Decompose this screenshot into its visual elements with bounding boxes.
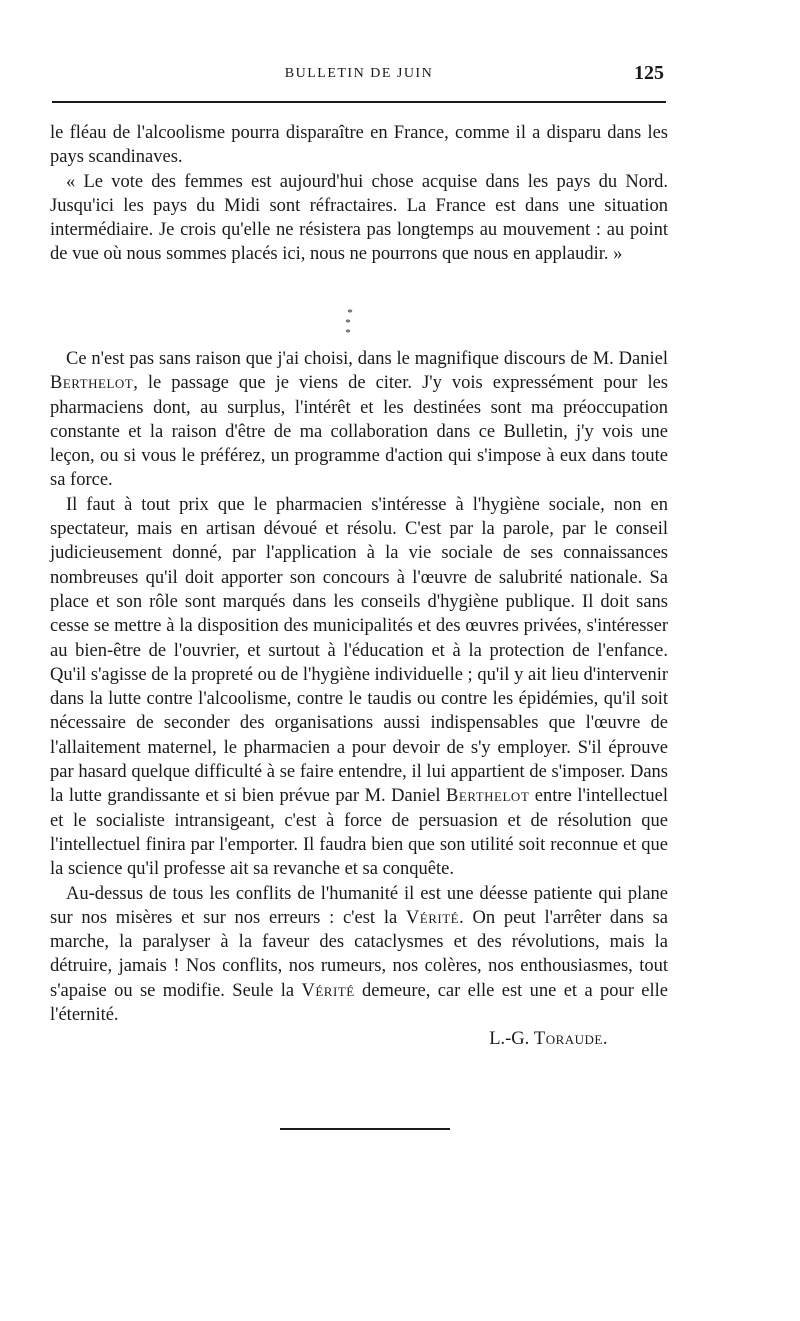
quote-paragraph: « Le vote des femmes est aujourd'hui chose acquise dans les pays du Nord. Jusqu'ici les pays du Midi sont réfractaires. La France est dans une situation intermédiaire. Je crois qu'elle ne résistera pas longtemps au mouvement : au point de vue où nous sommes placés ici, nous ne pourrons que nous en applaudir. » bbox=[50, 171, 668, 265]
article-body bbox=[50, 347, 668, 1052]
verite-smallcaps: Vérité bbox=[301, 980, 355, 1001]
body-paragraph bbox=[50, 882, 668, 1028]
text-run: demeure, car elle est une et a pour elle l'éternité. bbox=[50, 980, 668, 1026]
separator-stars-bottom: * * bbox=[345, 317, 355, 339]
quote-paragraph: le fléau de l'alcoolisme pourra disparaître en France, comme il a disparu dans les pays scandinaves. bbox=[50, 123, 668, 168]
text-run: Ce n'est pas sans raison que j'ai choisi, dans le magnifique discours de M. Daniel bbox=[66, 349, 668, 369]
verite-smallcaps: Vérité bbox=[405, 907, 460, 928]
closing-rule bbox=[280, 1128, 450, 1130]
signature bbox=[50, 1027, 668, 1051]
running-title: BULLETIN DE JUIN bbox=[284, 66, 434, 81]
page-number: 125 bbox=[634, 62, 664, 84]
signature-initials: L.-G. bbox=[489, 1029, 534, 1050]
header-rule bbox=[52, 101, 666, 103]
text-run: . On peut l'arrêter dans sa marche, la paralyser à la faveur des cataclysmes et des révolutions, mais la détruire, jamais ! Nos conflits, nos rumeurs, nos colères, nos enthousiasmes, tout s'apaise ou se modifie. Seule la bbox=[50, 907, 668, 1001]
quoted-passage bbox=[50, 121, 668, 267]
separator-star-top: * bbox=[347, 307, 353, 319]
text-run: entre l'intellectuel et le socialiste intransigeant, c'est à force de persuasion et de résolution que l'intellectuel finira par l'emporter. Il faudra bien que son utilité soit reconnue et que la science qu'il professe ait sa revanche et sa conquête. bbox=[50, 786, 668, 880]
author-name-smallcaps: Berthelot bbox=[50, 373, 134, 394]
text-run: Il faut à tout prix que le pharmacien s'intéresse à l'hygiène sociale, non en spectateur, mais en artisan dévoué et résolu. C'est par la parole, par le conseil judicieusement donné, par l'application à la vie sociale de ses connaissances nombreuses qu'il doit apporter son concours à l'œuvre de salubrité nationale. Sa place et son rôle sont marqués dans les conseils d'hygiène publique. Il doit sans cesse se mettre à la disposition des municipalités et des œuvres privées, s'intéresser au bien-être de l'ouvrier, et surtout à l'éducation et à la protection de l'enfance. Qu'il s'agisse de la propreté ou de l'hygiène individuelle ; qu'il y ait lieu d'intervenir dans la lutte contre l'alcoolisme, contre le taudis ou contre les épidémies, qu'il soit nécessaire de seconder des organisations aussi indispensables que l'œuvre de l'allaitement maternel, le pharmacien a pour devoir de s'y employer. S'il éprouve par hasard quelque difficulté à se faire entendre, il lui appartient de s'imposer. Dans la lutte grandissante et si bien prévue par M. Daniel bbox=[50, 494, 668, 807]
running-header bbox=[52, 62, 666, 92]
section-separator bbox=[338, 308, 362, 338]
signature-surname: Toraude. bbox=[533, 1029, 608, 1050]
text-run: , le passage que je viens de citer. J'y vois expressément pour les pharmaciens dont, au surplus, l'intérêt et les destinées sont ma préoccupation constante et la raison d'être de ma collaboration dans ce Bulletin, j'y vois une leçon, ou si vous le préférez, un programme d'action qui s'impose à eux dans toute sa force. bbox=[50, 373, 668, 491]
text-run: Au-dessus de tous les conflits de l'humanité il est une déesse patiente qui plane sur nos misères et sur nos erreurs : c'est la bbox=[50, 883, 668, 928]
author-name-smallcaps: Berthelot bbox=[446, 786, 530, 807]
body-paragraph bbox=[50, 493, 668, 882]
body-paragraph bbox=[50, 347, 668, 493]
